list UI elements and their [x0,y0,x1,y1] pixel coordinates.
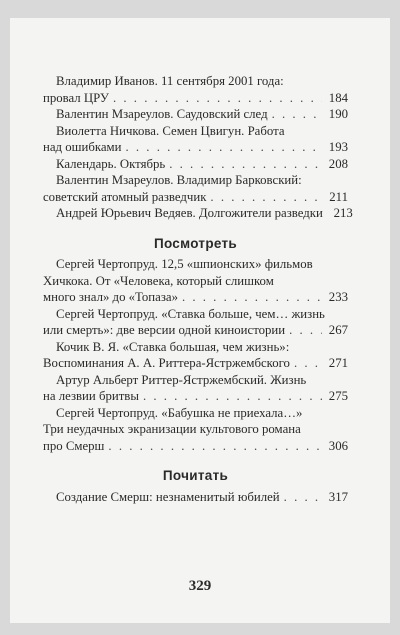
toc-entry-line [43,339,348,356]
toc-entry-text: Хичкока. От «Человека, который слишком [43,273,274,288]
toc-read-group [43,489,348,506]
toc-entry-line [43,123,348,140]
table-of-contents [43,73,353,505]
toc-entry-line [43,355,348,372]
toc-entry-text: или смерть»: две версии одной киноистории [43,323,286,337]
toc-entry-text: Валентин Мзареулов. Саудовский след [56,107,268,121]
toc-entry-text: Воспоминания А. А. Риттера-Ястржембского [43,356,290,370]
toc-entry-line [43,388,348,405]
toc-entry [43,405,348,455]
toc-entry-text: про Смерш [43,438,105,453]
toc-top-group [43,73,353,222]
toc-entry-text: Сергей Чертопруд. 12,5 «шпионских» фильмов [56,257,313,271]
toc-entry-line [43,90,348,107]
page-number: 329 [188,578,212,594]
toc-entry-text: много знал» до «Топаза» [43,290,178,304]
toc-page-number: 184 [328,90,348,105]
toc-page-number: 208 [328,156,348,171]
toc-entry-text: Сергей Чертопруд. «Ставка больше, чем… жизнь [56,306,325,321]
toc-entry-line [43,421,348,438]
toc-entry-line [43,273,348,290]
dot-leader [294,355,322,372]
dot-leader [182,289,322,306]
toc-entry-line [43,306,348,323]
toc-entry [43,205,353,222]
toc-page-number: 267 [328,323,348,337]
toc-entry-text: Календарь. Октябрь [56,156,166,171]
toc-entry-line [43,189,348,206]
dot-leader [143,388,322,405]
toc-entry-line [43,106,348,123]
toc-page-number: 271 [328,356,348,370]
toc-entry [43,306,348,339]
toc-entry-text: Виолетта Ничкова. Семен Цвигун. Работа [56,123,285,138]
toc-entry [43,123,348,156]
toc-entry-text: Владимир Иванов. 11 сентября 2001 года: [56,74,284,88]
toc-entry-line [43,256,348,273]
toc-entry [43,172,348,205]
toc-entry [43,256,348,306]
toc-entry [43,156,348,173]
dot-leader [272,106,322,123]
toc-entry-text: на лезвии бритвы [43,389,139,403]
section-title-watch: Посмотреть [153,235,238,251]
toc-entry-line [43,372,348,389]
toc-entry-line [43,322,348,339]
toc-entry [43,339,348,372]
toc-entry-text: Кочик В. Я. «Ставка большая, чем жизнь»: [56,339,290,354]
toc-entry-line [43,73,348,90]
toc-entry-text: Андрей Юрьевич Ведяев. Долгожители разведки [56,206,323,220]
dot-leader [289,322,322,339]
toc-page-number: 275 [328,389,348,403]
toc-entry-line [43,156,348,173]
toc-entry-line [43,172,348,189]
toc-page-number: 233 [328,290,348,304]
dot-leader [210,189,322,206]
toc-entry [43,73,348,106]
toc-entry-text: Сергей Чертопруд. «Бабушка не приехала…» [56,405,303,420]
toc-page-number: 213 [333,206,353,220]
toc-entry-text: Валентин Мзареулов. Владимир Барковский: [56,173,302,187]
dot-leader [126,139,323,156]
toc-entry-text: над ошибками [43,140,122,154]
toc-entry-text: провал ЦРУ [43,90,109,105]
toc-entry-text: Артур Альберт Риттер-Ястржембский. Жизнь [56,372,307,387]
toc-entry [43,106,348,123]
dot-leader [108,438,322,455]
toc-page-number: 193 [328,140,348,154]
section-title-read: Почитать [162,468,229,483]
toc-entry-text: советский атомный разведчик [43,189,207,204]
toc-entry-line [43,139,348,156]
book-page [10,18,390,623]
toc-entry-line [43,289,348,306]
toc-entry [43,372,348,405]
toc-entry-line [43,205,353,222]
toc-watch-group [43,256,348,454]
toc-page-number: 211 [329,189,348,204]
dot-leader [284,489,322,506]
toc-entry [43,489,348,506]
toc-page-number: 190 [328,107,348,121]
toc-entry-line [43,489,348,506]
dot-leader [113,90,322,107]
toc-page-number: 317 [328,489,348,504]
toc-entry-line [43,405,348,422]
toc-entry-text: Создание Смерш: незнаменитый юбилей [56,489,280,504]
dot-leader [169,156,322,173]
toc-page-number: 306 [328,438,348,453]
toc-entry-line [43,438,348,455]
toc-entry-text: Три неудачных экранизации культового романа [43,422,301,436]
